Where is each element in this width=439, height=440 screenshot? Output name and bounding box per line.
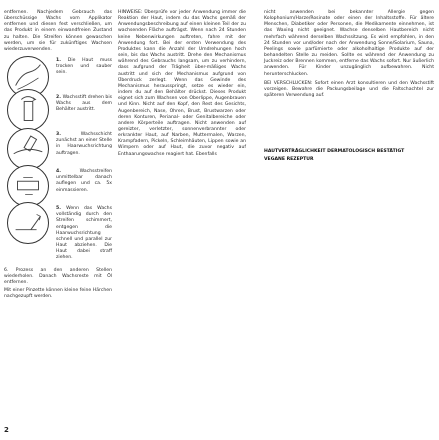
step-3-number: 3. xyxy=(56,132,81,138)
warning-paragraph: HINWEISE: Überprüfe vor jeder Anwendung immer die Reaktion der Haut, indem du das Wachs gemäß der Anwendungsbeschreibung auf einen kleinen Teil der zu wachsenden Fläche aufträgst. Wenn nach 24 Stunden keine Nebenwirkungen auftreten, fahre mit der Anwendung fort. Bei der ersten Verwendung des Produktes kann die Anzahl der Umdrehungen hoch sein, bis das Wachs austritt. Drehe den Mechanismus während des Gebrauchs langsam, um zu verhindern, dass aufgrund der Trägheit über-mäßiges Wachs austritt und sich der Mechanismus aufgrund von Überdruck zerlegt. Wenn das Gewinde des Mechanismus herausspringt, setze es wieder ein, indem du auf den Behälter drückst. Dieses Produkt eignet sich zum Wachsen von Oberlippe, Augenbrauen und Kinn. Nicht auf den Kopf, den Rest des Gesichts, Augenbereich, Nase, Ohren, Brust, Brustwarzen oder deren Konturen, Perianal- oder Genitalbereiche oder andere Körperteile auftragen. Nicht anwenden auf gereizter, verletzter, sonnenverbrannter oder erkrankter Haut, auf Narben, Muttermalen, Warzen, Krampfadern, Pickeln, Schleimhäuten, Lippen sowie an Wimpern oder auf Haut, die zuvor negativ auf Enthaarungswachse reagiert hat. Ebenfalls xyxy=(118,10,246,157)
step-1 xyxy=(4,58,112,92)
step-4 xyxy=(4,169,112,203)
step-2-number: 2. xyxy=(56,95,63,101)
intro-paragraph: entfernen. Nachjedem Gebrauch das überschüssige Wachs vom Applikator entfernen und diesen fest verschließen, um das Produkt in einem einwandfreien Zustand zu halten. Die Streifen können gewaschen werden, um sie für zukünftiges Wachsen wiederzuverwenden. xyxy=(4,10,112,52)
step-6: 6. Prozess an den anderen Stellen wiederholen. Danach Wachsreste mit Öl entfernen. xyxy=(4,267,112,285)
twist-stick-illustration-icon xyxy=(7,89,49,131)
strip-massage-illustration-icon xyxy=(7,165,49,207)
step-4-number: 4. xyxy=(56,169,80,175)
first-aid-paragraph: BEI VERSCHLUCKEN: Sofort einen Arzt konsultieren und den Wachsstift vorzeigen. Bewahre die Packungsbeilage und die Faltschachtel zur späteren Verwendung auf. xyxy=(264,80,434,99)
step-3-text: Wachsschicht zunächst an einer Stelle in Haarwuchsrichtung auftragen. xyxy=(56,132,112,156)
step-5 xyxy=(4,206,112,261)
vegan-claim: VEGANE REZEPTUR xyxy=(264,157,314,163)
step-3 xyxy=(4,132,112,166)
warning-continued-paragraph: nicht anwenden bei bekannter Allergie gegen Kolophonium/Harze/Rosinate oder einen der Inhaltsstoffe. Für ältere Menschen, Diabetiker oder Personen, die Medikamente einnehmen, ist das Waxing nicht geeignet. Wachse denselben Hautbereich nicht mehrfach während derselben Wachssitzung. Es wird empfohlen, in den 24 Stunden vor und/oder nach der Anwendung Sonne/Solarium, Sauna, Peelings sowie parfümierte oder alkoholhaltige Produkte auf der behandelten Stelle zu meiden. Sollte es während der Anwendung zu Juckreiz oder Brennen kommen, entferne das Wachs sofort. Nur äußerlich anwenden. Für Kinder unzugänglich aufbewahren. Nicht herunterschlucken. xyxy=(264,10,434,77)
column-warnings-continued xyxy=(264,10,434,166)
step-2 xyxy=(4,95,112,129)
step-4-text: Wachsstreifen unmittelbar danach auflegen und ca. 5x einmassieren. xyxy=(56,169,112,193)
step-1-text: Die Haut muss trocken und sauber sein. xyxy=(56,58,113,76)
dermatology-claim: HAUTVERTRÄGLICHKEIT DERMATOLOGISCH BESTÄTIGT xyxy=(264,149,405,155)
step-2-text: Wachsstift drehen bis Wachs aus dem Behälter austritt. xyxy=(56,95,112,113)
apply-wax-illustration-icon xyxy=(7,128,49,170)
pull-strip-illustration-icon xyxy=(7,202,49,244)
step-5-text: Wenn das Wachs vollständig durch den Streifen schimmert, entgegen die Haarwuchsrichtung schnell und parallel zur Haut abziehen. Die Haut dabei straff ziehen. xyxy=(56,206,112,261)
step-1-number: 1. xyxy=(56,58,68,64)
step-5-number: 5. xyxy=(56,206,67,212)
tweezers-note: Mit einer Pinzette können kleine feine Härchen nachgezupft werden. xyxy=(4,287,112,300)
column-instructions xyxy=(4,10,112,302)
page-number: 2 xyxy=(4,426,9,434)
column-warnings xyxy=(118,10,246,160)
